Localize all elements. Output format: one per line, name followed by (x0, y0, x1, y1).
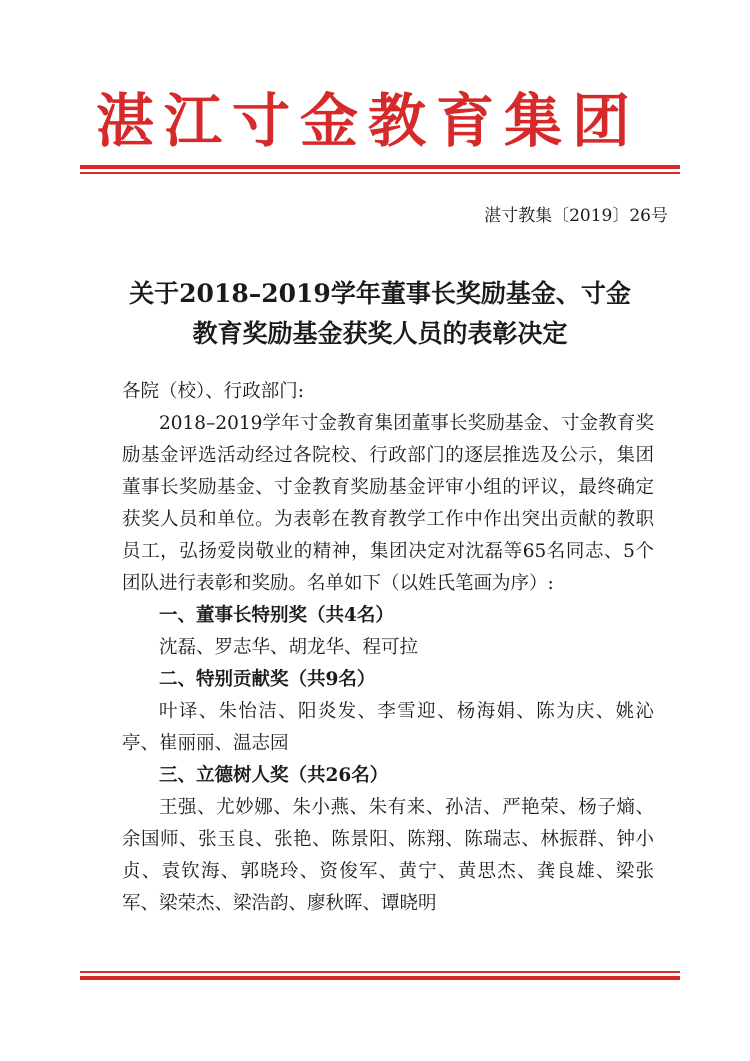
award-name-list: 王强、尤妙娜、朱小燕、朱有来、孙洁、严艳荣、杨子熵、余国师、张玉良、张艳、陈景阳、陈翔、陈瑞志、林振群、钟小贞、袁钦海、郭晓玲、资俊军、黄宁、黄思杰、龚良雄、梁张军、梁荣杰、梁浩韵、廖秋晖、谭晓明 (122, 797, 654, 914)
section-heading-moral-education: 三、立德树人奖（共26名） (159, 765, 389, 786)
section-heading-chairman-award: 一、董事长特别奖（共4名） (159, 605, 394, 626)
section-heading-special-contribution: 二、特别贡献奖（共9名） (159, 669, 376, 690)
intro-paragraph: 2018–2019学年寸金教育集团董事长奖励基金、寸金教育奖励基金评选活动经过各院校、行政部门的逐层推选及公示，集团董事长奖励基金、寸金教育奖励基金评审小组的评议，最终确定获奖人员和单位。为表彰在教育教学工作中作出突出贡献的教职员工，弘扬爱岗敬业的精神，集团决定对沈磊等65名同志、5个团队进行表彰和奖励。名单如下（以姓氏笔画为序）: (122, 413, 654, 594)
addressee: 各院（校）、行政部门: (122, 381, 304, 402)
header-rule-thick (80, 165, 680, 169)
document-body (122, 376, 654, 920)
document-title-line-2: 教育奖励基金获奖人员的表彰决定 (192, 319, 568, 348)
header-rule-thin (80, 172, 680, 174)
award-name-list: 叶译、朱怡洁、阳炎发、李雪迎、杨海娟、陈为庆、姚沁亭、崔丽丽、温志园 (122, 701, 654, 754)
document-title (100, 274, 660, 354)
footer-rule-thick (80, 976, 680, 980)
document-number: 湛寸教集〔2019〕26号 (484, 206, 668, 226)
document-title-line-1: 关于2018–2019学年董事长奖励基金、寸金 (129, 279, 631, 308)
organization-name: 湛江寸金教育集团 (96, 87, 641, 155)
footer-rule-thin (80, 971, 680, 973)
award-name-list: 沈磊、罗志华、胡龙华、程可拉 (159, 637, 419, 658)
